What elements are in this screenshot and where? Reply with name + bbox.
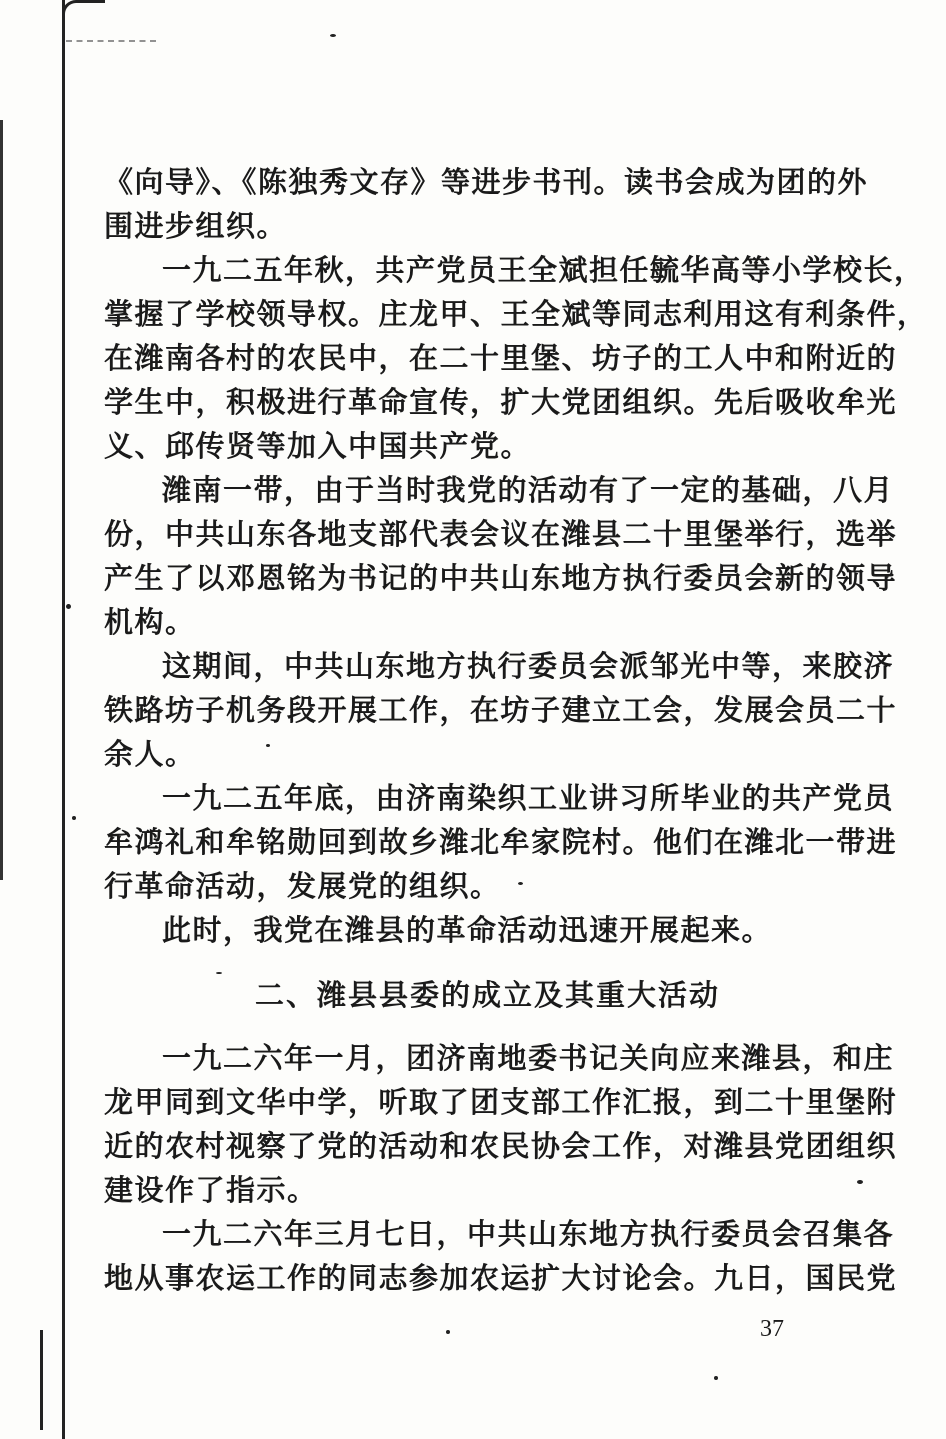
scan-speck <box>72 816 76 820</box>
text-line: 龙甲同到文华中学，听取了团支部工作汇报，到二十里堡附 <box>104 1085 898 1119</box>
text-line: 在潍南各村的农民中，在二十里堡、坊子的工人中和附近的 <box>104 341 898 375</box>
binding-edge <box>62 0 65 1439</box>
text-line: 近的农村视察了党的活动和农民协会工作，对潍县党团组织 <box>104 1129 898 1163</box>
scan-speck <box>446 1330 450 1334</box>
text-line: 份，中共山东各地支部代表会议在潍县二十里堡举行，选举 <box>104 517 898 551</box>
text-line: 余人。 <box>104 737 196 771</box>
page-edge-shadow <box>0 120 3 880</box>
scan-speck <box>216 972 222 974</box>
text-line: 铁路坊子机务段开展工作，在坊子建立工会，发展会员二十 <box>104 693 898 727</box>
section-heading: 二、潍县县委的成立及其重大活动 <box>255 978 721 1012</box>
text-line: 建设作了指示。 <box>104 1173 318 1207</box>
scan-speck <box>66 604 71 609</box>
text-line: 这期间，中共山东地方执行委员会派邹光中等，来胶济 <box>162 649 895 683</box>
text-line: 一九二五年底，由济南染织工业讲习所毕业的共产党员 <box>162 781 895 815</box>
text-line: 地从事农运工作的同志参加农运扩大讨论会。九日，国民党 <box>104 1261 898 1295</box>
page-edge-shadow-lower <box>40 1330 43 1430</box>
text-line: 此时，我党在潍县的革命活动迅速开展起来。 <box>162 913 773 947</box>
page-number: 37 <box>760 1316 784 1342</box>
text-line: 机构。 <box>104 605 196 639</box>
text-line: 行革命活动，发展党的组织。 <box>104 869 501 903</box>
text-line: 学生中，积极进行革命宣传，扩大党团组织。先后吸收牟光 <box>104 385 898 419</box>
text-line: 潍南一带，由于当时我党的活动有了一定的基础，八月 <box>162 473 895 507</box>
body-text-top <box>104 160 928 952</box>
text-line: 产生了以邓恩铭为书记的中共山东地方执行委员会新的领导 <box>104 561 898 595</box>
binding-corner <box>62 0 105 17</box>
text-line: 一九二五年秋，共产党员王全斌担任毓华高等小学校长， <box>162 253 925 287</box>
header-scrawl <box>66 30 156 42</box>
scan-speck <box>714 1376 718 1380</box>
body-text-bottom <box>104 1036 898 1300</box>
text-line: 一九二六年一月，团济南地委书记关向应来潍县，和庄 <box>162 1041 895 1075</box>
text-line: 《向导》、《陈独秀文存》等进步书刊。读书会成为团的外 <box>104 165 869 199</box>
text-line: 围进步组织。 <box>104 209 288 243</box>
text-line: 义、邱传贤等加入中国共产党。 <box>104 429 532 463</box>
text-line: 一九二六年三月七日，中共山东地方执行委员会召集各 <box>162 1217 895 1251</box>
scan-speck <box>330 34 336 37</box>
text-line: 掌握了学校领导权。庄龙甲、王全斌等同志利用这有利条件， <box>104 297 928 331</box>
text-line: 牟鸿礼和牟铭勋回到故乡潍北牟家院村。他们在潍北一带进 <box>104 825 898 859</box>
